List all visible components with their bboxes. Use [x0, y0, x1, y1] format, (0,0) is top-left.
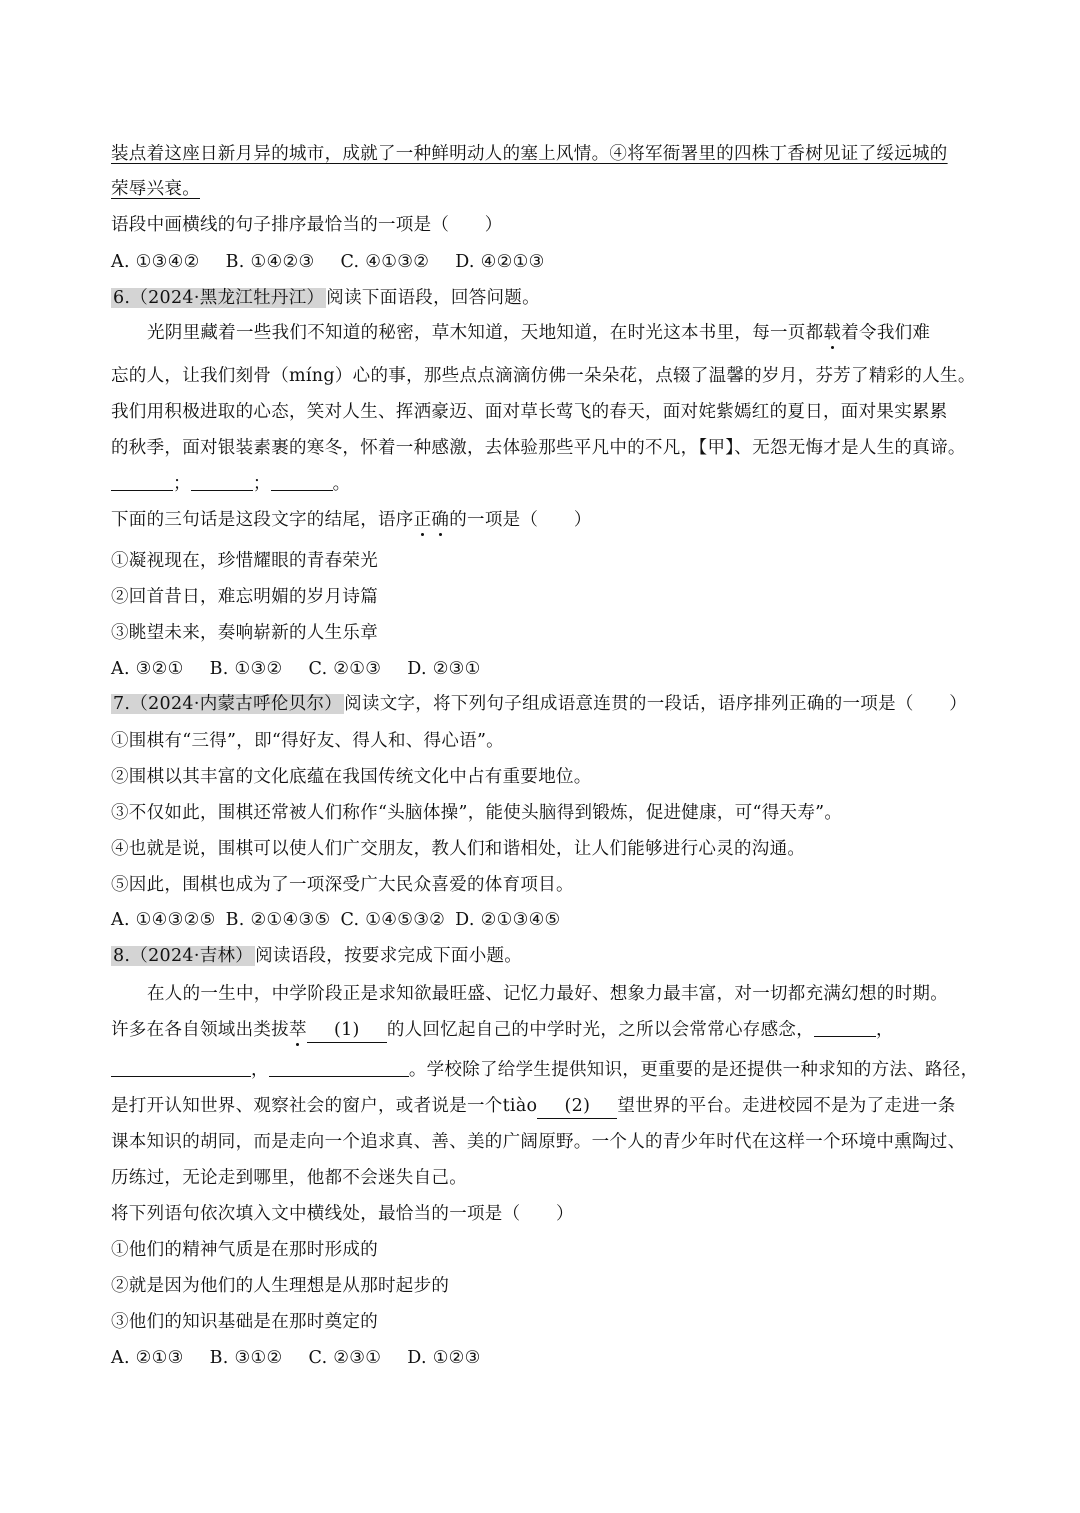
- q6-blank-1[interactable]: [111, 472, 173, 491]
- q8-para-line-2: [111, 1018, 981, 1043]
- q6-dotted-char: 载: [823, 323, 842, 343]
- q7-source-tag: 7.（2024·内蒙古呼伦贝尔）: [113, 694, 343, 714]
- q6-question: [111, 508, 981, 532]
- q6-blanks: [111, 472, 981, 496]
- q6-para-1b: 着令我们难: [841, 323, 931, 343]
- q7-item-4: ④也就是说，围棋可以使人们广交朋友，教人们和谐相处，让人们能够进行心灵的沟通。: [111, 839, 806, 859]
- q6-para-line-1: [147, 321, 981, 345]
- q8-para-4a: 是打开认知世界、观察社会的窗户，或者说是一个tiào: [111, 1096, 538, 1116]
- q8-blank-c[interactable]: [269, 1058, 409, 1077]
- q8-fill-blank-2[interactable]: (2): [537, 1094, 617, 1119]
- q7-option-a[interactable]: A. ①④③②⑤: [111, 910, 216, 930]
- q8-blank-a[interactable]: [814, 1018, 876, 1037]
- q8-para-4b: 望世界的平台。走进校园不是为了走进一条: [617, 1096, 956, 1116]
- q6-para-line-3: 我们用积极进取的心态，笑对人生、挥洒豪迈、面对草长莺飞的春天，面对姹紫嫣红的夏日，面对果实累累: [111, 402, 948, 422]
- q6-blank-2[interactable]: [191, 472, 253, 491]
- q6-item-3: ③眺望未来，奏响崭新的人生乐章: [111, 623, 378, 643]
- q7-option-b[interactable]: B. ②①④③⑤: [225, 910, 331, 930]
- q8-para-2b: 的人回忆起自己的中学时光，之所以会常常心存感念，: [386, 1020, 815, 1040]
- q5-options: [111, 250, 981, 274]
- q8-para-line-5: 课本知识的胡同，而是走向一个追求真、善、美的广阔原野。一个人的青少年时代在这样一个环境中熏陶过、: [111, 1132, 966, 1152]
- q6-option-d[interactable]: D. ②③①: [407, 659, 481, 679]
- q6-para-1a: 光阴里藏着一些我们不知道的秘密，草木知道，天地知道，在时光这本书里，每一页都: [147, 323, 824, 343]
- q6-dotted-char-que: 确: [431, 510, 450, 530]
- q6-header: [111, 286, 981, 310]
- q8-para-line-1: 在人的一生中，中学阶段正是求知欲最旺盛、记忆力最好、想象力最丰富，对一切都充满幻想的时期。: [147, 984, 948, 1004]
- q8-para-line-4: [111, 1094, 981, 1119]
- q8-option-d[interactable]: D. ①②③: [407, 1348, 481, 1368]
- q5-option-a[interactable]: A. ①③④②: [111, 252, 200, 272]
- q7-option-c[interactable]: C. ①④⑤③②: [340, 910, 446, 930]
- q7-options: [111, 908, 981, 932]
- q6-question-b: 的一项是（ ）: [449, 510, 592, 530]
- q7-item-5: ⑤因此，围棋也成为了一项深受广大民众喜爱的体育项目。: [111, 875, 574, 895]
- q6-item-1: ①凝视现在，珍惜耀眼的青春荣光: [111, 551, 378, 571]
- q8-para-2a: 许多在各自领域出类拔: [111, 1020, 289, 1040]
- q6-stem: 阅读下面语段，回答问题。: [326, 288, 540, 308]
- q8-fill-blank-1[interactable]: (1): [307, 1018, 387, 1043]
- intro-underlined-line-1: 装点着这座日新月异的城市，成就了一种鲜明动人的塞上风情。④将军衙署里的四株丁香树见证了绥远城的: [111, 144, 948, 164]
- q6-para-line-2: 忘的人，让我们刻骨（míng）心的事，那些点点滴滴仿佛一朵朵花，点辍了温馨的岁月，芬芳了精彩的人生。: [111, 366, 976, 386]
- q5-option-d[interactable]: D. ④②①③: [455, 252, 545, 272]
- q6-para-line-4: 的秋季，面对银装素裹的寒冬，怀着一种感激，去体验那些平凡中的不凡，【甲】、无怨无悔才是人生的真谛。: [111, 438, 966, 458]
- q8-item-3: ③他们的知识基础是在那时奠定的: [111, 1312, 378, 1332]
- q6-blank-sep-2: ；: [252, 474, 271, 494]
- q8-item-2: ②就是因为他们的人生理想是从那时起步的: [111, 1276, 450, 1296]
- q8-blank-b[interactable]: [111, 1058, 251, 1077]
- q6-blank-3[interactable]: [271, 472, 333, 491]
- q6-item-2: ②回首昔日，难忘明媚的岁月诗篇: [111, 587, 378, 607]
- q6-source-tag: 6.（2024·黑龙江牡丹江）: [113, 288, 325, 308]
- q8-option-a[interactable]: A. ②①③: [111, 1348, 184, 1368]
- q8-para-line-6: 历练过，无论走到哪里，他都不会迷失自己。: [111, 1168, 467, 1188]
- q6-option-a[interactable]: A. ③②①: [111, 659, 184, 679]
- q7-header: [111, 692, 981, 716]
- q6-blank-sep-1: ；: [173, 474, 191, 494]
- q5-question: 语段中画横线的句子排序最恰当的一项是（ ）: [111, 215, 503, 235]
- q8-stem: 阅读语段，按要求完成下面小题。: [255, 946, 523, 966]
- q8-options: [111, 1346, 981, 1370]
- q8-para-2c: ，: [876, 1020, 894, 1040]
- q7-stem: 阅读文字，将下列句子组成语意连贯的一段话，语序排列正确的一项是（ ）: [344, 694, 968, 714]
- q8-para-3b: 。学校除了给学生提供知识，更重要的是还提供一种求知的方法、路径，: [408, 1060, 979, 1080]
- q6-blank-end: 。: [332, 474, 351, 494]
- q8-item-1: ①他们的精神气质是在那时形成的: [111, 1240, 378, 1260]
- intro-underlined-line-2: [111, 177, 981, 201]
- intro-underlined-text: 荣辱兴衰。: [111, 179, 200, 199]
- q8-dotted-char: 萃: [289, 1020, 307, 1040]
- q8-para-3a: ，: [251, 1060, 269, 1080]
- q5-option-b[interactable]: B. ①④②③: [225, 252, 315, 272]
- q8-option-b[interactable]: B. ③①②: [209, 1348, 283, 1368]
- q6-options: [111, 657, 981, 681]
- q8-option-c[interactable]: C. ②③①: [308, 1348, 382, 1368]
- q6-option-c[interactable]: C. ②①③: [308, 659, 382, 679]
- q6-question-a: 下面的三句话是这段文字的结尾，语序: [111, 510, 414, 530]
- q6-option-b[interactable]: B. ①③②: [209, 659, 283, 679]
- q7-option-d[interactable]: D. ②①③④⑤: [455, 910, 561, 930]
- q8-header: [111, 944, 981, 968]
- q6-dotted-char-zheng: 正: [413, 510, 432, 530]
- q7-item-3: ③不仅如此，围棋还常被人们称作“头脑体操”，能使头脑得到锻炼，促进健康，可“得天寿”。: [111, 803, 843, 823]
- q7-item-1: ①围棋有“三得”，即“得好友、得人和、得心语”。: [111, 731, 504, 751]
- q8-question: 将下列语句依次填入文中横线处，最恰当的一项是（ ）: [111, 1204, 574, 1224]
- q8-para-line-3: [111, 1058, 981, 1082]
- q5-option-c[interactable]: C. ④①③②: [340, 252, 430, 272]
- q8-source-tag: 8.（2024·吉林）: [113, 946, 254, 966]
- q7-item-2: ②围棋以其丰富的文化底蕴在我国传统文化中占有重要地位。: [111, 767, 592, 787]
